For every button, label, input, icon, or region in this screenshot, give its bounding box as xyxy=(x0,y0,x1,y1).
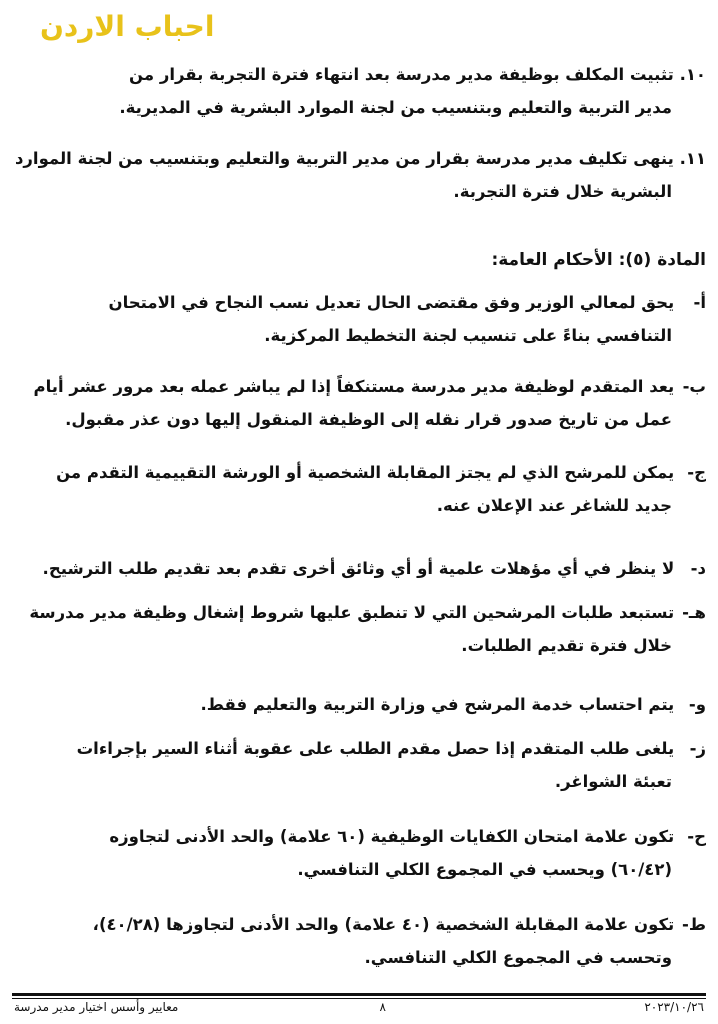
clause-number: ١١. xyxy=(679,149,706,168)
article-heading: المادة (٥): الأحكام العامة: xyxy=(491,250,706,270)
provision-text-cont: التنافسي بناءً على تنسيب لجنة التخطيط المركزية. xyxy=(264,326,672,345)
clause-text-cont: مدير التربية والتعليم وبتنسيب من لجنة الموارد البشرية في المديرية. xyxy=(119,98,672,117)
clause-10 xyxy=(10,58,706,124)
provision-text-cont: وتحسب في المجموع الكلي التنافسي. xyxy=(364,948,672,967)
document-body xyxy=(10,52,706,984)
footer-date: ٢٠٢٣/١٠/٢٦ xyxy=(644,1000,704,1014)
clause-text: ينهى تكليف مدير مدرسة بقرار من مدير التربية والتعليم وبتنسيب من لجنة الموارد xyxy=(14,149,674,168)
provision-b xyxy=(10,370,706,436)
provision-d xyxy=(10,552,706,585)
clause-number: ١٠. xyxy=(679,65,706,84)
provision-text-cont: تعبئة الشواغر. xyxy=(554,772,672,791)
provision-letter: هـ- xyxy=(682,603,706,622)
provision-z xyxy=(10,732,706,798)
provision-letter: ب- xyxy=(682,377,706,396)
provision-text: تكون علامة امتحان الكفايات الوظيفية (٦٠ علامة) والحد الأدنى لتجاوزه xyxy=(109,827,675,846)
clause-11 xyxy=(10,142,706,208)
provision-letter: و- xyxy=(688,695,706,714)
provision-text: يحق لمعالي الوزير وفق مقتضى الحال تعديل نسب النجاح في الامتحان xyxy=(108,293,675,312)
provision-a xyxy=(10,286,706,352)
page-footer xyxy=(14,1000,704,1020)
provision-text-cont: خلال فترة تقديم الطلبات. xyxy=(461,636,672,655)
clause-text: تثبيت المكلف بوظيفة مدير مدرسة بعد انتهاء فترة التجربة بقرار من xyxy=(129,65,674,84)
provision-letter: أ- xyxy=(693,293,706,312)
footer-divider-thin xyxy=(12,998,706,999)
provision-text: يتم احتساب خدمة المرشح في وزارة التربية والتعليم فقط. xyxy=(200,695,675,714)
provision-h2 xyxy=(10,820,706,886)
provision-text: تستبعد طلبات المرشحين التي لا تنطبق عليها شروط إشغال وظيفة مدير مدرسة xyxy=(29,603,675,622)
provision-text: تكون علامة المقابلة الشخصية (٤٠ علامة) والحد الأدنى لتجاوزها (٤٠/٢٨)، xyxy=(92,915,675,934)
provision-letter: ج- xyxy=(687,463,706,482)
provision-letter: ح- xyxy=(687,827,706,846)
provision-h xyxy=(10,596,706,662)
clause-text-cont: البشرية خلال فترة التجربة. xyxy=(453,182,672,201)
provision-letter: ط- xyxy=(682,915,706,934)
page-number: ٨ xyxy=(379,1000,386,1014)
provision-c xyxy=(10,456,706,522)
provision-letter: د- xyxy=(690,559,706,578)
provision-letter: ز- xyxy=(689,739,706,758)
provision-text: لا ينظر في أي مؤهلات علمية أو أي وثائق أخرى تقدم بعد تقديم طلب الترشيح. xyxy=(42,559,675,578)
provision-w xyxy=(10,688,706,721)
footer-title: معايير وأسس اختيار مدير مدرسة xyxy=(14,1000,179,1014)
provision-text: يعد المتقدم لوظيفة مدير مدرسة مستنكفاً إذا لم يباشر عمله بعد مرور عشر أيام xyxy=(33,377,675,396)
provision-text-cont: عمل من تاريخ صدور قرار نقله إلى الوظيفة المنقول إليها دون عذر مقبول. xyxy=(65,410,672,429)
watermark: احباب الاردن xyxy=(40,10,215,43)
provision-text-cont: جديد للشاغر عند الإعلان عنه. xyxy=(436,496,672,515)
provision-text-cont: (٦٠/٤٢) ويحسب في المجموع الكلي التنافسي. xyxy=(297,860,672,879)
provision-text: يلغى طلب المتقدم إذا حصل مقدم الطلب على عقوبة أثناء السير بإجراءات xyxy=(76,739,675,758)
provision-t xyxy=(10,908,706,974)
footer-divider xyxy=(12,993,706,996)
provision-text: يمكن للمرشح الذي لم يجتز المقابلة الشخصية أو الورشة التقييمية التقدم من xyxy=(56,463,675,482)
